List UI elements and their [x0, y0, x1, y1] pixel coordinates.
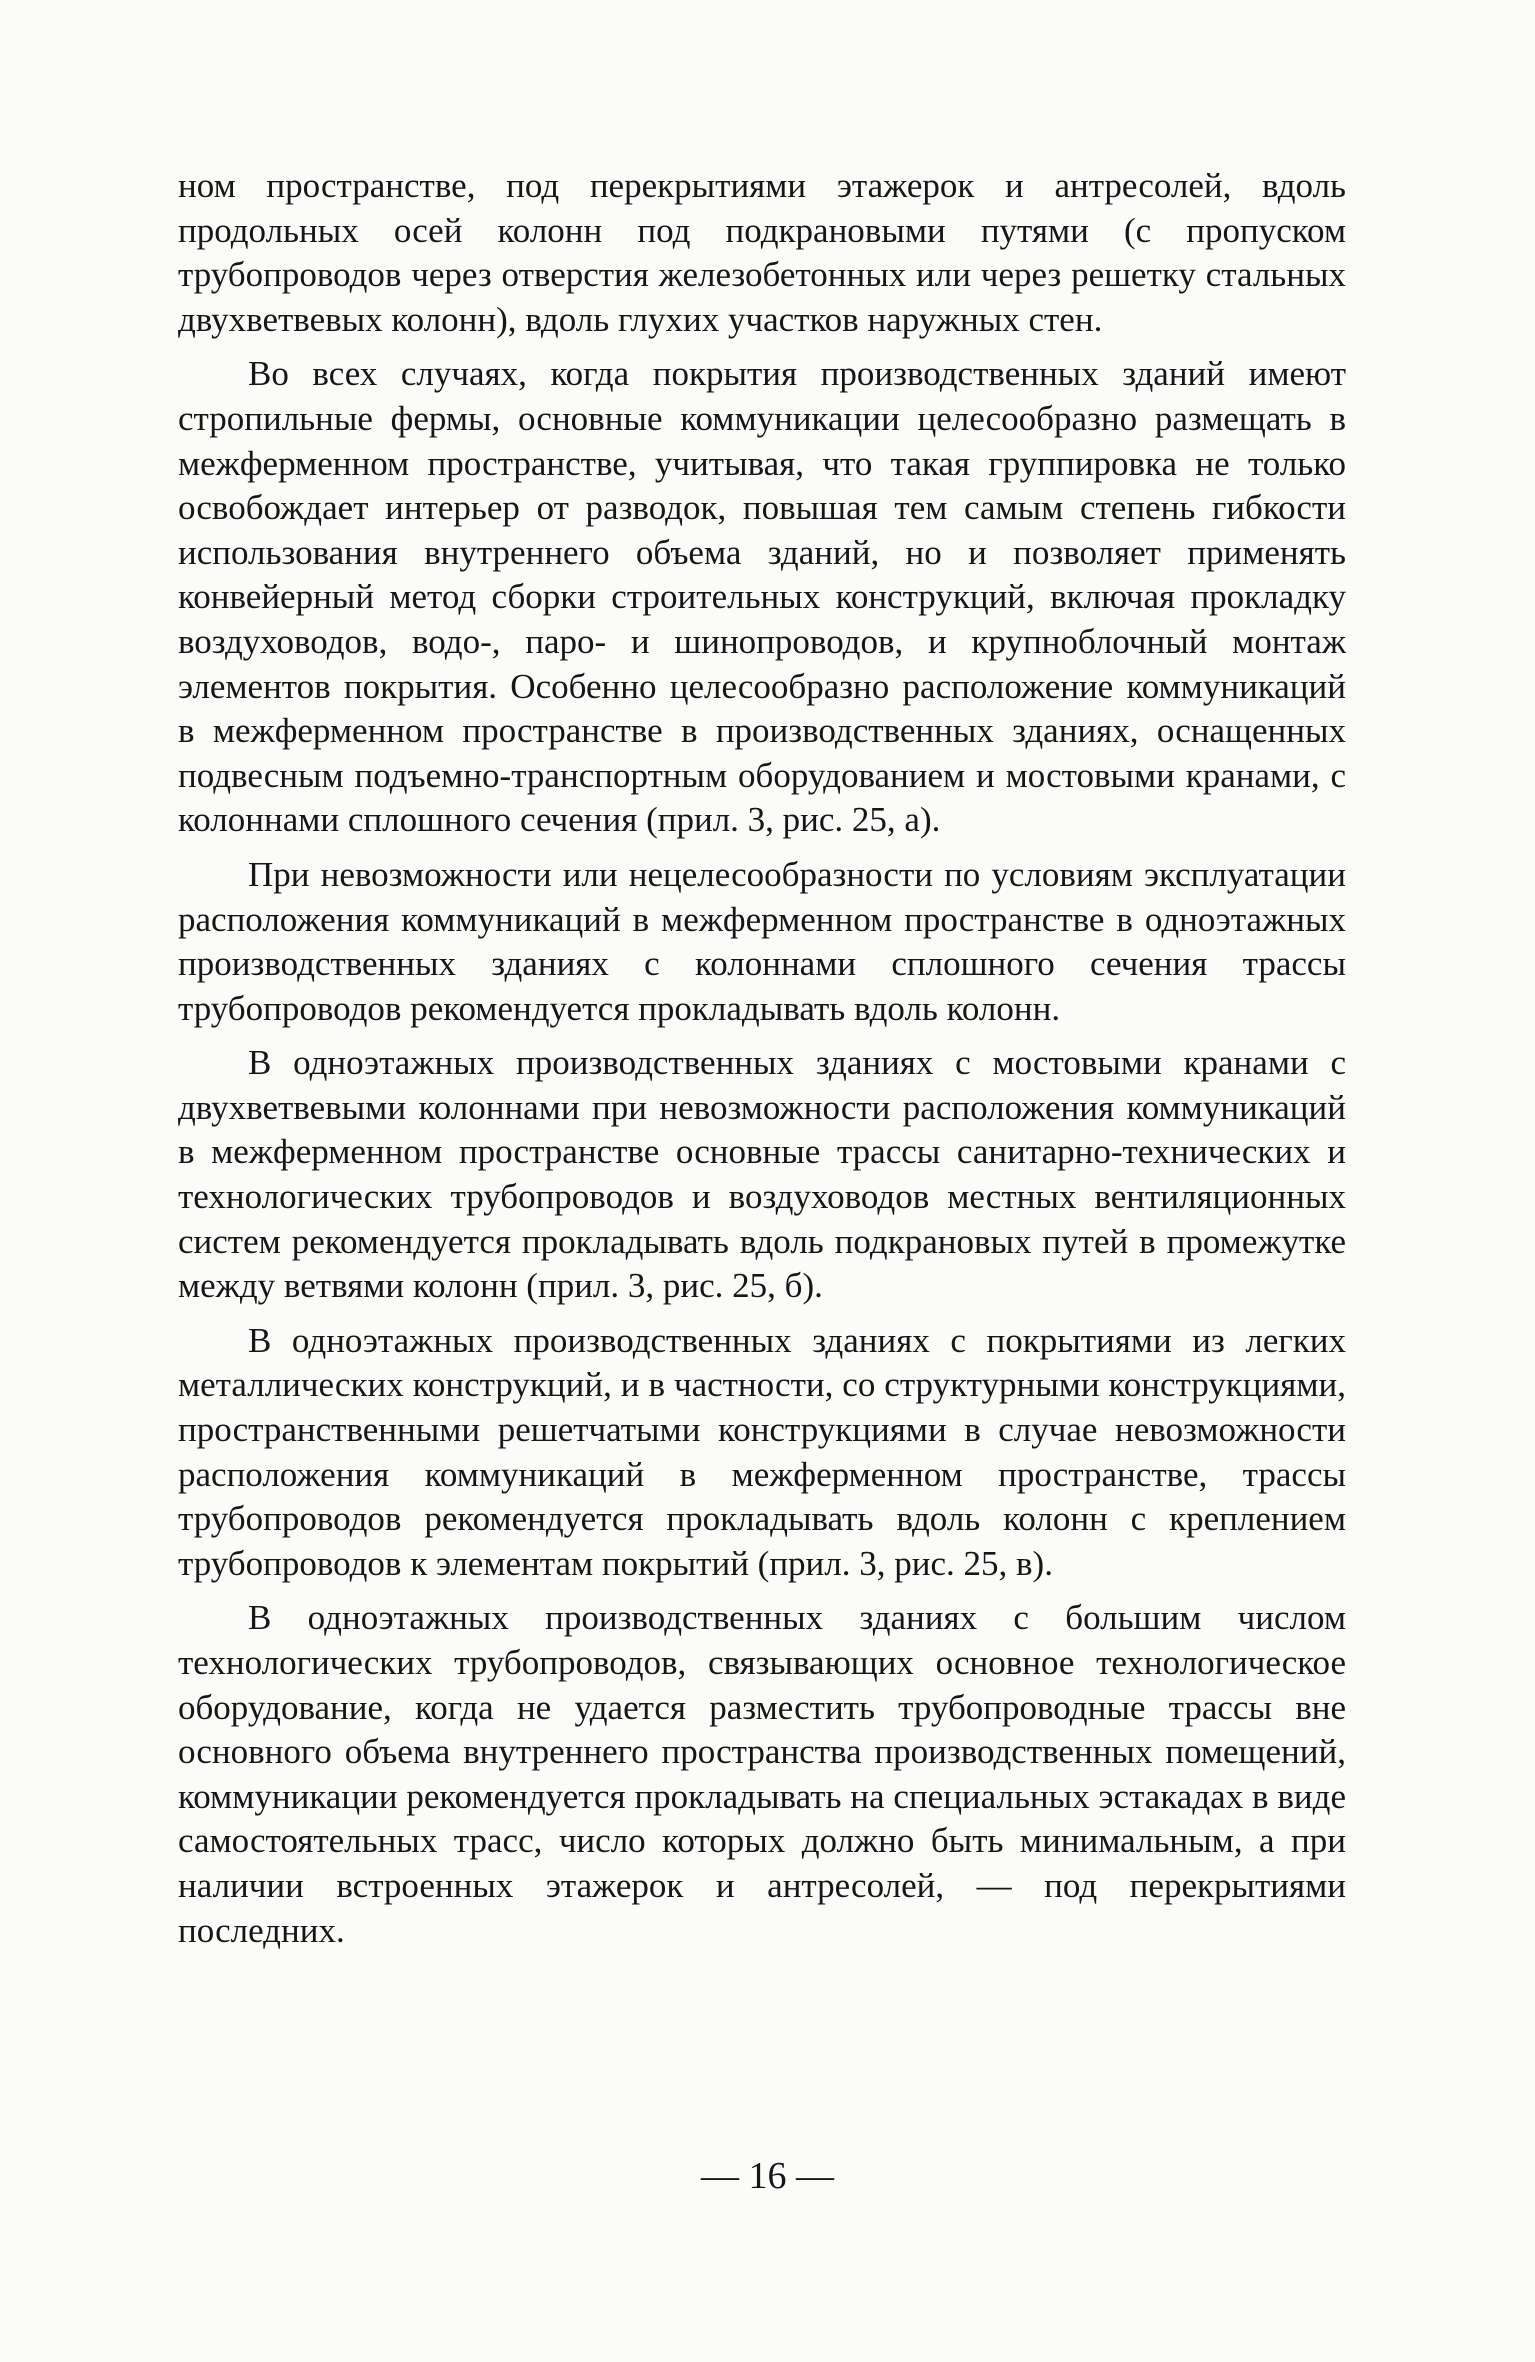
paragraph-light-metal-structures: В одноэтажных производственных зданиях с покрытиями из легких металлических конструкций, и в частности, со структурными конструкциями, пространственными решетчатыми конструкциями в случае невозможности расположения коммуникаций в межферменном пространстве, трассы трубопроводов рекомендуется прокладывать вдоль колонн с креплением трубопроводов к элементам покрытий (прил. 3, рис. 25, в).	[178, 1320, 1346, 1583]
page-number: — 16 —	[701, 2155, 834, 2197]
paragraph-continuation: ном пространстве, под перекрытиями этажерок и антресолей, вдоль продольных осей колонн под подкрановыми путями (с пропуском трубопроводов через отверстия железобетонных или через решетку стальных двухветвевых колонн), вдоль глухих участков наружных стен.	[178, 166, 1346, 339]
paragraph-two-branch-columns: В одноэтажных производственных зданиях с мостовыми кранами с двухветвевыми колоннами при невозможности расположения коммуникаций в межферменном пространстве основные трассы санитарно-технических и технологических трубопроводов и воздуховодов местных вентиляционных систем рекомендуется прокладывать вдоль подкрановых путей в промежутке между ветвями колонн (прил. 3, рис. 25, б).	[178, 1043, 1346, 1306]
paragraph-solid-columns: При невозможности или нецелесообразности по условиям эксплуатации расположения коммуникаций в межферменном пространстве в одноэтажных производственных зданиях с колоннами сплошного сечения трассы трубопроводов рекомендуется прокладывать вдоль колонн.	[178, 854, 1346, 1028]
paragraph-trusses: Во всех случаях, когда покрытия производственных зданий имеют стропильные фермы, основные коммуникации целесообразно размещать в межферменном пространстве, учитывая, что такая группировка не только освобождает интерьер от разводок, повышая тем самым степень гибкости использования внутреннего объема зданий, но и позволяет применять конвейерный метод сборки строительных конструкций, включая прокладку воздуховодов, водо-, паро- и шинопроводов, и крупноблочный монтаж элементов покрытия. Особенно целесообразно расположение коммуникаций в межферменном пространстве в производственных зданиях, оснащенных подвесным подъемно-транспортным оборудованием и мостовыми кранами, с колоннами сплошного сечения (прил. 3, рис. 25, а).	[178, 354, 1346, 840]
paragraph-overpasses: В одноэтажных производственных зданиях с большим числом технологических трубопроводов, связывающих основное технологическое оборудование, когда не удается разместить трубопроводные трассы вне основного объема внутреннего пространства производственных помещений, коммуникации рекомендуется прокладывать на специальных эстакадах в виде самостоятельных трасс, число которых должно быть минимальным, а при наличии встроенных этажерок и антресолей, — под перекрытиями последних.	[178, 1598, 1346, 1950]
body-text	[178, 164, 1346, 1953]
